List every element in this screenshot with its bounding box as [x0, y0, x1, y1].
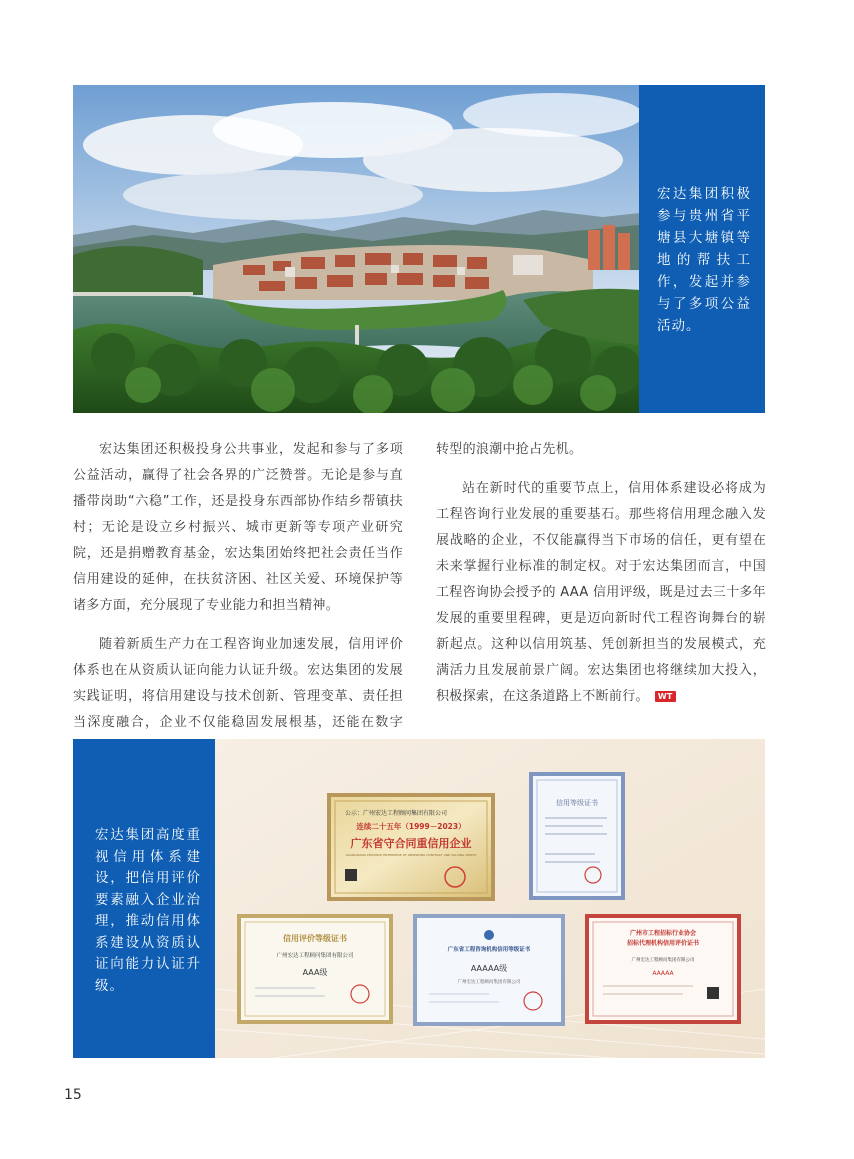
bottom-photo-caption: 宏达集团高度重视信用体系建设，把信用评价要素融入企业治理，推动信用体系建设从资质认证向能力认证升级。 [73, 739, 215, 1058]
body-column-right [436, 437, 766, 723]
certificates-photo [215, 739, 765, 1058]
certificate-aaa [237, 914, 393, 1024]
certificate-aaaaa [413, 914, 565, 1026]
body-paragraph-continuation: 转型的浪潮中抢占先机。 [436, 442, 583, 457]
cert-aaa-company: 广州宏达工程顾问集团有限公司 [276, 953, 354, 959]
cert-aaaaa-grade: AAAAA级 [470, 964, 508, 973]
cert-aaaaa-company: 广州宏达工程顾问集团有限公司 [457, 980, 521, 985]
cert-tender-org: 广州市工程招标行业协会 [629, 930, 697, 937]
body-paragraph: 宏达集团还积极投身公共事业，发起和参与了多项公益活动，赢得了社会各界的广泛赞誉。无论是参与直播带岗助“六稳”工作，还是投身东西部协作结乡帮镇扶村；无论是设立乡村振兴、城市更新等专项产业研究院，还是捐赠教育基金，宏达集团始终把社会责任当作信用建设的延伸，在扶贫济困、社区关爱、环境保护等诸多方面，充分展现了专业能力和担当精神。 [73, 442, 403, 613]
body-paragraph: 随着新质生产力在工程咨询业加速发展，信用评价体系也在从资质认证向能力认证升级。宏达集团的发展实践证明，将信用建设与技术创新、管理变革、责任担当深度融合，企业不仅能稳固发展根基，还能在数字 [73, 637, 403, 730]
body-paragraph [436, 476, 766, 710]
cert-aaa-title: 信用评价等级证书 [283, 934, 347, 943]
certificate-tender [585, 914, 741, 1024]
body-column-left [73, 437, 403, 775]
cert-gold-subtitle: GUANGDONG PROVINCE ENTERPRISE OF OBSERVING CONTRACT AND VALUING CREDIT [345, 853, 477, 857]
town-river-photo [73, 85, 639, 413]
end-mark-badge: WT [655, 691, 676, 702]
cert-tender-title: 招标代理机构信用评价证书 [626, 940, 700, 947]
cert-blue-title: 信用等级证书 [556, 799, 598, 807]
cert-gold-title: 广东省守合同重信用企业 [350, 837, 472, 850]
top-photo-caption: 宏达集团积极参与贵州省平塘县大塘镇等地的帮扶工作，发起并参与了多项公益活动。 [639, 85, 765, 413]
cert-aaaaa-title: 广东省工程咨询机构信用等级证书 [447, 947, 531, 953]
cert-gold-notice: 公示：广州宏达工程顾问集团有限公司 [345, 810, 448, 817]
certificate-blue [529, 772, 625, 900]
cert-tender-grade: AAAAA [652, 970, 674, 977]
cert-gold-years: 连续二十五年（1999－2023） [356, 822, 466, 831]
cert-aaa-grade: AAA级 [302, 968, 328, 977]
page-number: 15 [64, 1087, 82, 1103]
cert-tender-company: 广州宏达工程顾问集团有限公司 [631, 958, 695, 963]
certificate-gold [327, 793, 495, 901]
body-paragraph-text: 站在新时代的重要节点上，信用体系建设必将成为工程咨询行业发展的重要基石。那些将信用理念融入发展战略的企业，不仅能赢得当下市场的信任，更有望在未来掌握行业标准的制定权。对于宏达集团而言，中国工程咨询协会授予的 AAA 信用评级，既是过去三十多年发展的重要里程碑，更是迈向新时代工程咨询舞台的崭新起点。这种以信用筑基、凭创新担当的发展模式，充满活力且发展前景广阔。宏达集团也将继续加大投入，积极探索，在这条道路上不断前行。 [436, 481, 766, 704]
